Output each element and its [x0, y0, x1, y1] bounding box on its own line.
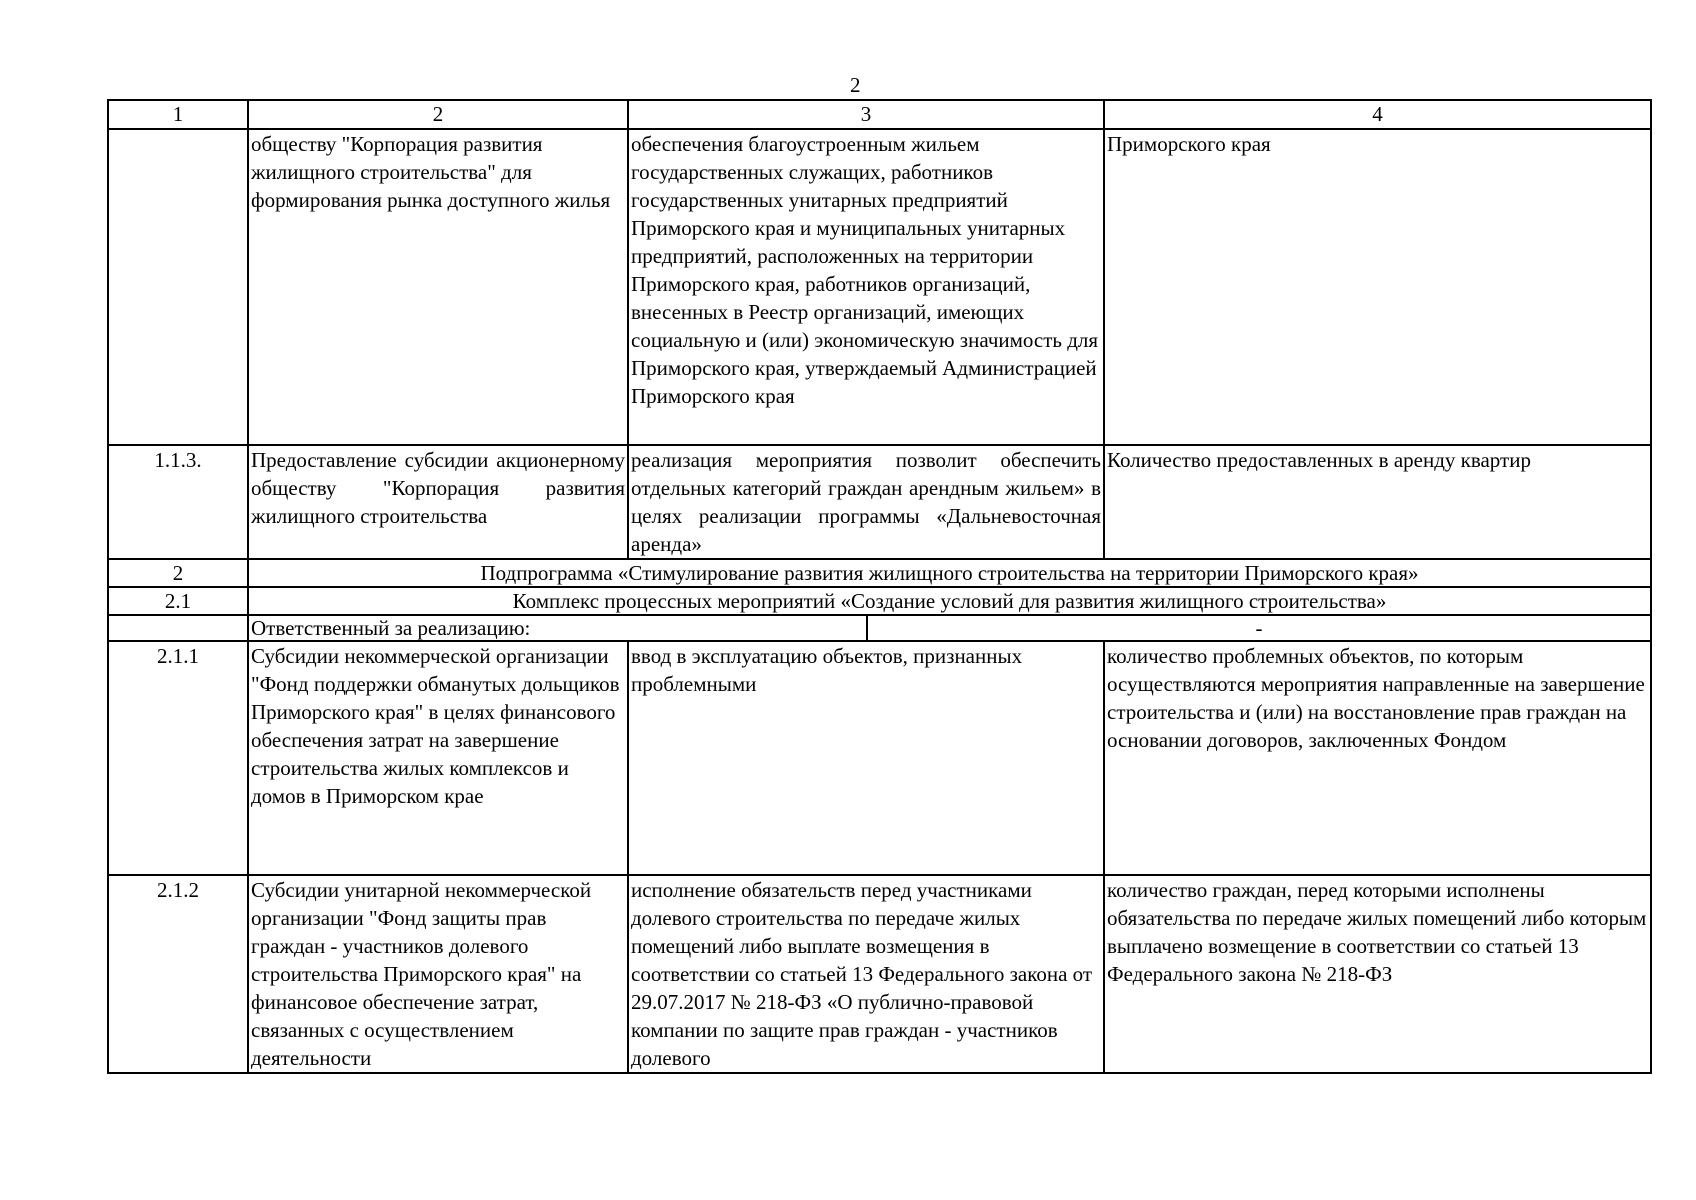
measures-table — [107, 99, 1652, 1074]
responsible-label: Ответственный за реализацию: — [249, 616, 868, 640]
table-header-row — [108, 100, 1651, 129]
row-number-cell: 2.1.2 — [108, 875, 248, 1073]
row-number-cell: 2.1.1 — [108, 641, 248, 875]
table-row — [108, 445, 1651, 559]
complex-title: Комплекс процессных мероприятий «Создание условий для развития жилищного строительства» — [248, 587, 1651, 615]
measure-description-cell: ввод в эксплуатацию объектов, признанных проблемными — [628, 641, 1104, 875]
measure-name-cell: Предоставление субсидии акционерному обществу "Корпорация развития жилищного строительства — [248, 445, 628, 559]
complex-row — [108, 587, 1651, 615]
measure-description-cell: исполнение обязательств перед участниками долевого строительства по передаче жилых помещений либо выплате возмещения в соответствии со статьей 13 Федерального закона от 29.07.2017 № 218-ФЗ «О публично-правовой компании по защите прав граждан - участников долевого — [628, 875, 1104, 1073]
measure-name-cell: Субсидии унитарной некоммерческой организации "Фонд защиты прав граждан - участников долевого строительства Приморского края" на финансовое обеспечение затрат, связанных с осуществлением деятельности — [248, 875, 628, 1073]
measure-description-cell: реализация мероприятия позволит обеспечить отдельных категорий граждан арендным жильем» в целях реализации программы «Дальневосточная аренда» — [628, 445, 1104, 559]
row-number-cell: 2 — [108, 559, 248, 587]
responsible-value: - — [1255, 616, 1263, 640]
header-col-1: 1 — [108, 100, 248, 129]
table-row — [108, 641, 1651, 875]
row-number-cell: 2.1 — [108, 587, 248, 615]
header-col-2: 2 — [248, 100, 628, 129]
subprogram-row — [108, 559, 1651, 587]
page-number: 2 — [850, 73, 861, 97]
indicator-cell: Приморского края — [1104, 129, 1651, 445]
responsible-cell — [248, 615, 1651, 641]
header-col-3: 3 — [628, 100, 1104, 129]
table-row — [108, 129, 1651, 445]
measure-description-cell: обеспечения благоустроенным жильем государственных служащих, работников государственных унитарных предприятий Приморского края и муниципальных унитарных предприятий, расположенных на территории Приморского края, работников организаций, внесенных в Реестр организаций, имеющих социальную и (или) экономическую значимость для Приморского края, утверждаемый Администрацией Приморского края — [628, 129, 1104, 445]
measure-name-cell: обществу "Корпорация развития жилищного строительства" для формирования рынка доступного жилья — [248, 129, 628, 445]
indicator-cell: количество проблемных объектов, по которым осуществляются мероприятия направленные на завершение строительства и (или) на восстановление прав граждан на основании договоров, заключенных Фондом — [1104, 641, 1651, 875]
row-number-cell: 1.1.3. — [108, 445, 248, 559]
measure-name-cell: Субсидии некоммерческой организации "Фонд поддержки обманутых дольщиков Приморского края" в целях финансового обеспечения затрат на завершение строительства жилых комплексов и домов в Приморском крае — [248, 641, 628, 875]
header-col-4: 4 — [1104, 100, 1651, 129]
subprogram-title: Подпрограмма «Стимулирование развития жилищного строительства на территории Приморского края» — [248, 559, 1651, 587]
row-number-cell — [108, 615, 248, 641]
indicator-cell: Количество предоставленных в аренду квартир — [1104, 445, 1651, 559]
indicator-cell: количество граждан, перед которыми исполнены обязательства по передаче жилых помещений либо которым выплачено возмещение в соответствии со статьей 13 Федерального закона № 218-ФЗ — [1104, 875, 1651, 1073]
responsible-row — [108, 615, 1651, 641]
table-row — [108, 875, 1651, 1073]
row-number-cell — [108, 129, 248, 445]
